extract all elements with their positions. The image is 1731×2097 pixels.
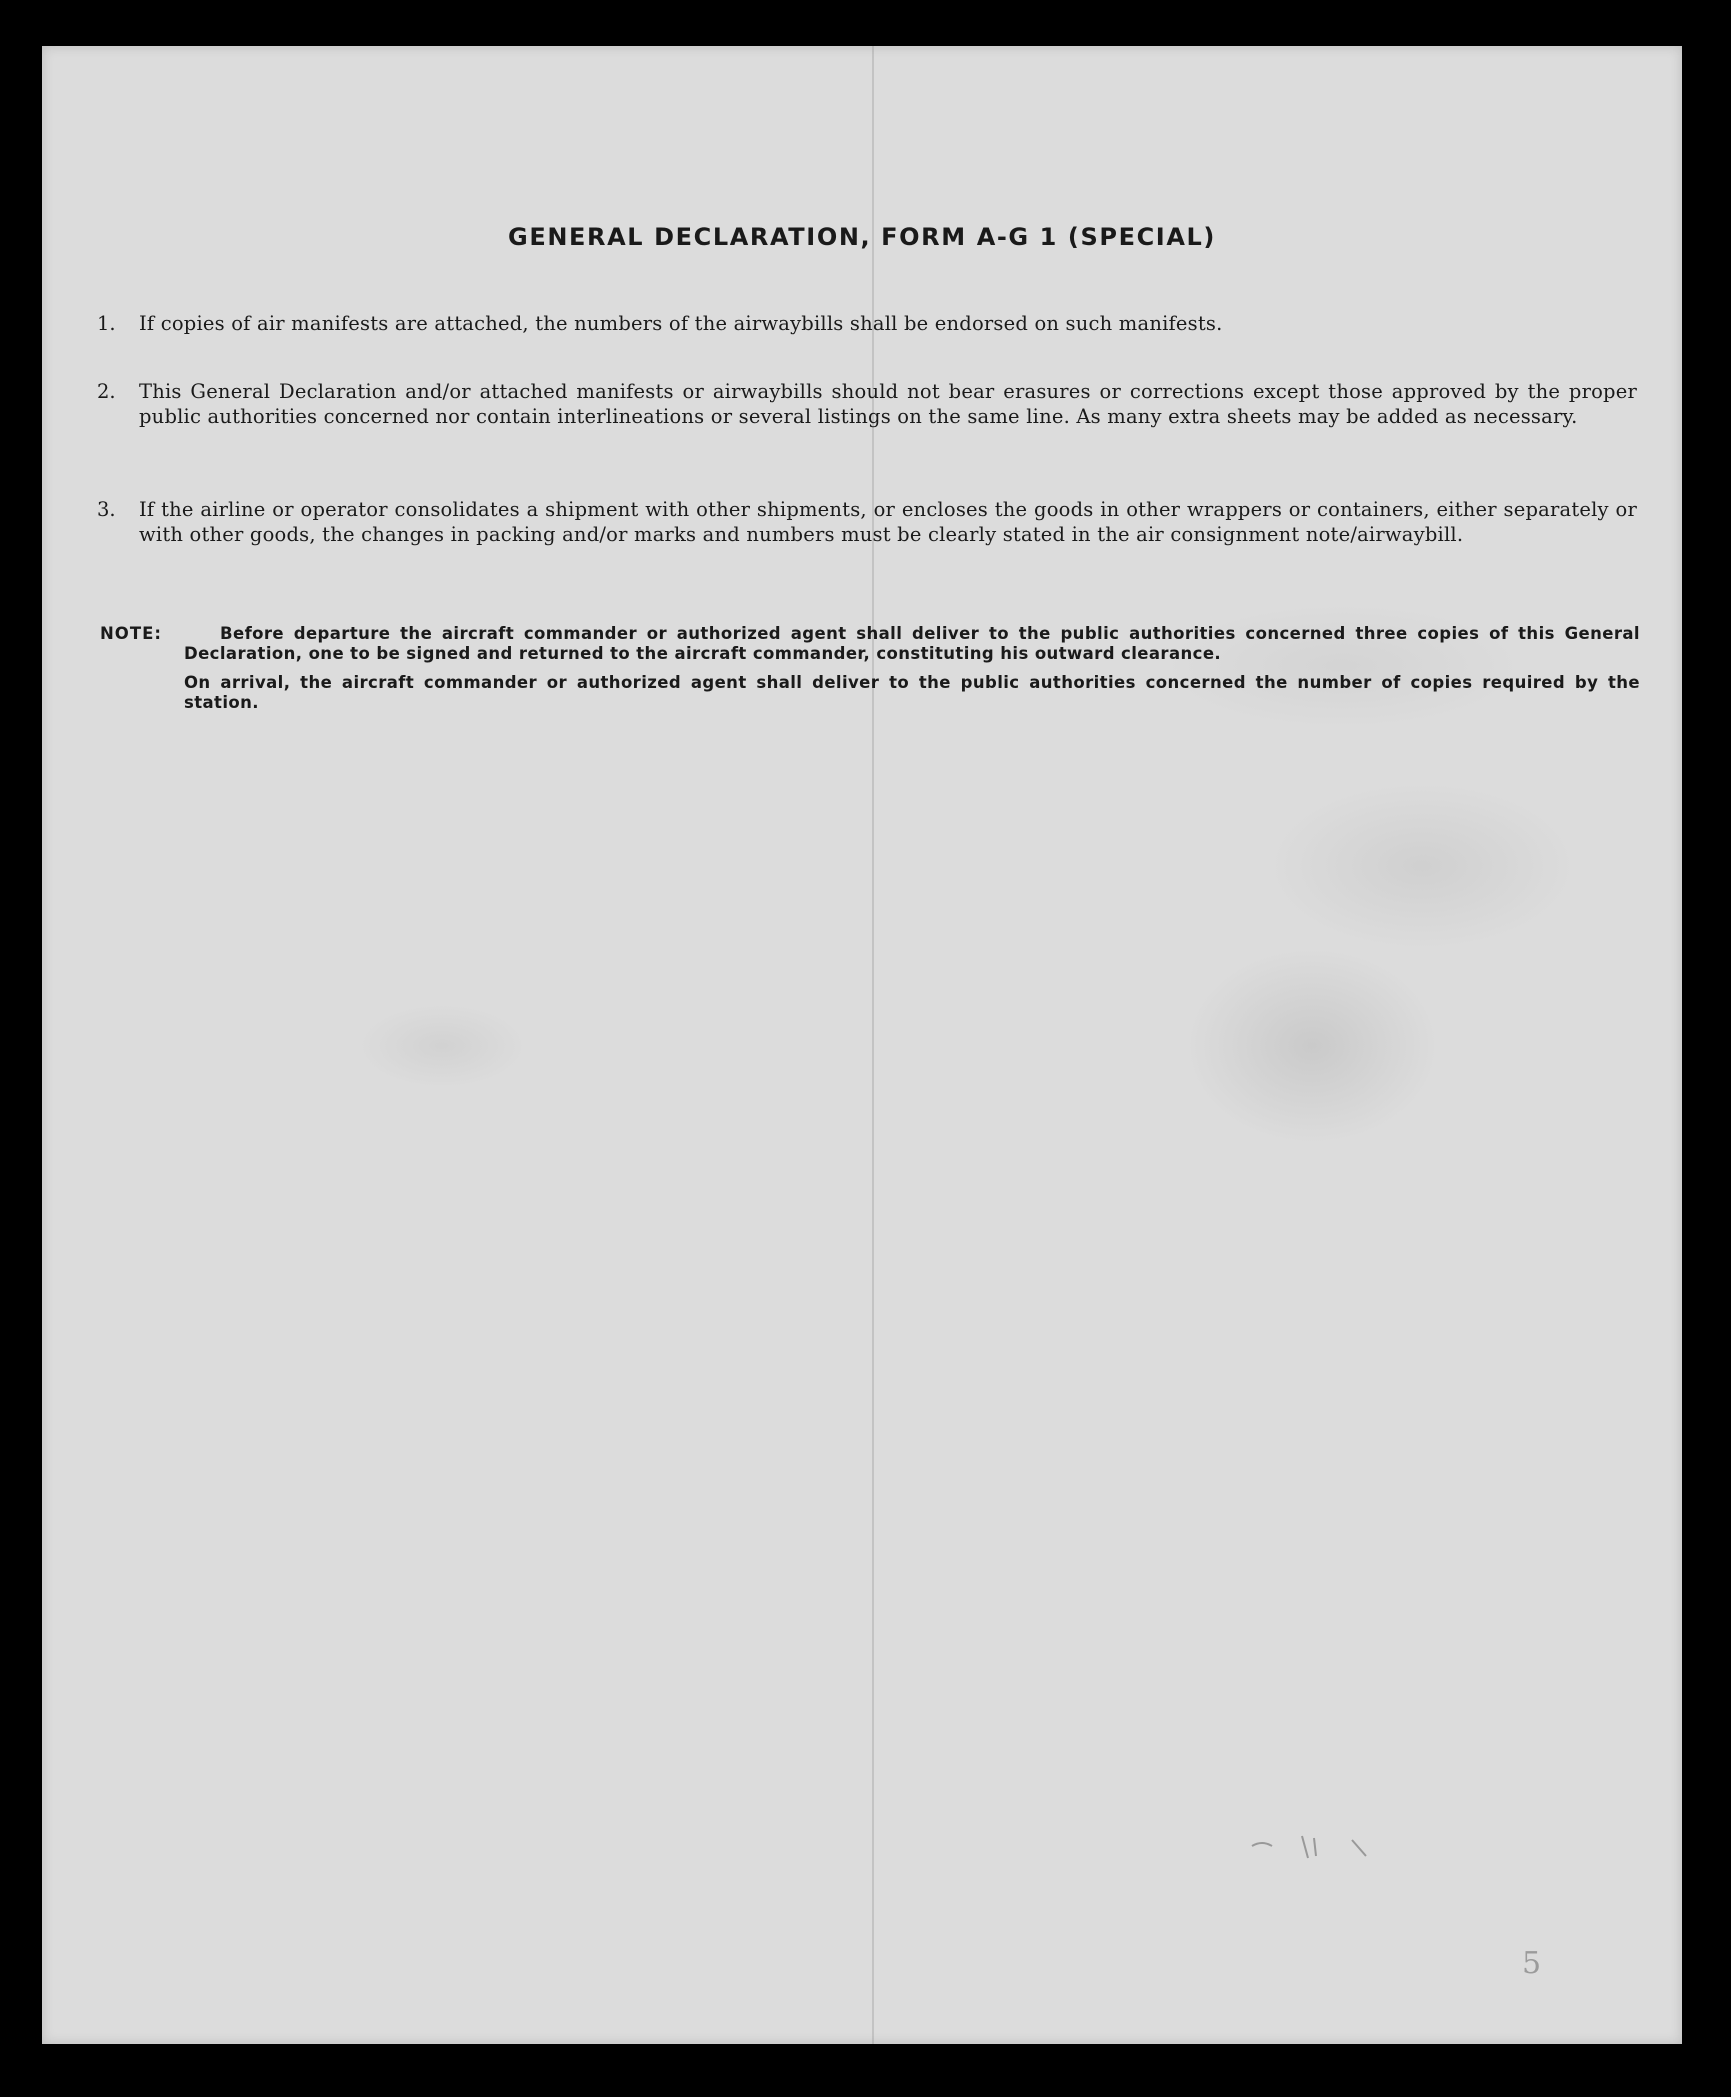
instruction-item-3 bbox=[97, 497, 1637, 547]
instruction-item-2 bbox=[97, 379, 1637, 429]
page-mark: 5 bbox=[1522, 1946, 1542, 1981]
pencil-smudge bbox=[1242, 1826, 1402, 1866]
instruction-text: If copies of air manifests are attached, the numbers of the airwaybills shall be endorsed on such manifests. bbox=[139, 312, 1223, 335]
instruction-number: 2. bbox=[97, 380, 116, 403]
instruction-number: 3. bbox=[97, 498, 116, 521]
note-label: NOTE: bbox=[100, 624, 162, 643]
fold-line bbox=[872, 46, 874, 2044]
instruction-item-1 bbox=[97, 311, 1637, 336]
note-paragraph: Before departure the aircraft commander or authorized agent shall deliver to the public authorities concerned three copies of this General Declaration, one to be signed and returned to the aircraft commander, constituting his outward clearance. bbox=[184, 624, 1640, 663]
instruction-number: 1. bbox=[97, 312, 116, 335]
instruction-text: If the airline or operator consolidates a shipment with other shipments, or encloses the goods in other wrappers or containers, either separately or with other goods, the changes in packing and/or marks and numbers must be clearly stated in the air consignment note/airwaybill. bbox=[139, 498, 1637, 546]
instruction-text: This General Declaration and/or attached manifests or airwaybills should not bear erasures or corrections except those approved by the proper public authorities concerned nor contain interlineations or several listings on the same line. As many extra sheets may be added as necessary. bbox=[139, 380, 1637, 428]
note-paragraph: On arrival, the aircraft commander or authorized agent shall deliver to the public authorities concerned the number of copies required by the station. bbox=[184, 673, 1640, 712]
document-page bbox=[42, 46, 1682, 2044]
document-title: GENERAL DECLARATION, FORM A-G 1 (SPECIAL) bbox=[508, 223, 1216, 251]
note-section bbox=[100, 624, 1640, 713]
